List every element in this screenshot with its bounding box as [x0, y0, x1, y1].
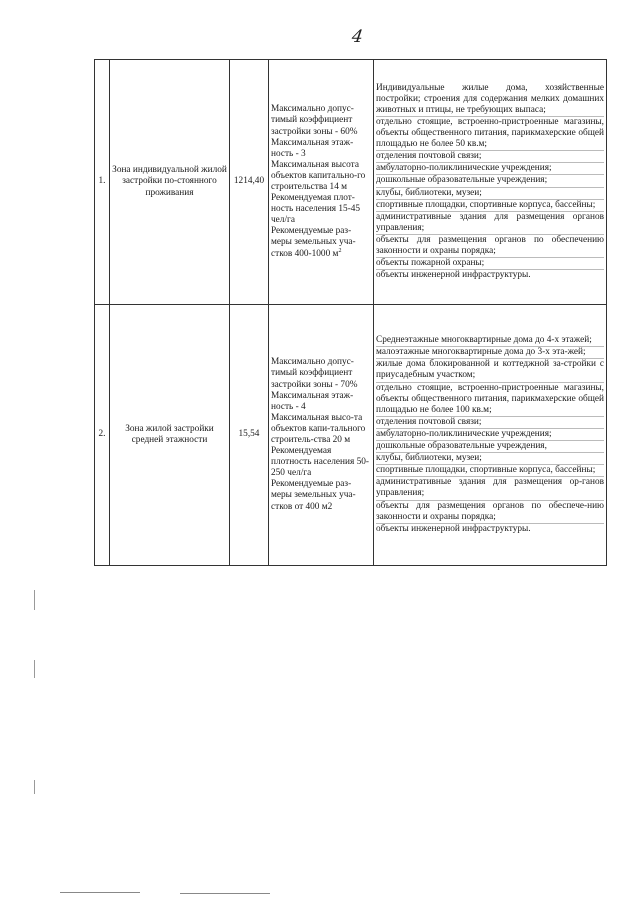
zone-parameters [269, 305, 374, 566]
use-item: отдельно стоящие, встроенно-пристроенные магазины, объекты общественного питания, парикмахерские общей площадью не более 50 кв.м; [376, 117, 604, 151]
table-row [95, 60, 607, 305]
use-item: дошкольные образовательные учреждения; [376, 175, 604, 187]
scan-bottom-mark [60, 892, 140, 893]
superscript: 2 [338, 247, 342, 254]
use-item: объекты инженерной инфраструктуры. [376, 270, 531, 281]
use-item: амбулаторно-поликлинические учреждения; [376, 429, 604, 441]
parameter-line [271, 226, 371, 259]
zone-parameters [269, 60, 374, 305]
row-number: 2. [95, 305, 110, 566]
zone-name: Зона индивидуальной жилой застройки по-стоянного проживания [110, 60, 230, 305]
use-item: жилые дома блокированной и коттеджной за-стройки с приусадебным участком; [376, 359, 604, 382]
parameter-line: Рекомендуемые раз-меры земельных уча-стков от 400 м2 [271, 479, 356, 512]
use-item: отдельно стоящие, встроенно-пристроенные магазины, объекты общественного питания, парикмахерские общей площадью не более 100 кв.м; [376, 383, 604, 417]
use-item: административные здания для размещения органов управления; [376, 212, 604, 235]
use-item: отделения почтовой связи; [376, 151, 604, 163]
use-item: объекты для размещения органов по обеспечению законности и охраны порядка; [376, 235, 604, 258]
use-item: малоэтажные многоквартирные дома до 3-х эта-жей; [376, 347, 604, 359]
use-item: дошкольные образовательные учреждения, [376, 441, 604, 453]
use-item: административные здания для размещения ор-ганов управления; [376, 477, 604, 500]
row-number: 1. [95, 60, 110, 305]
use-item: спортивные площадки, спортивные корпуса, бассейны; [376, 465, 604, 477]
parameter-line: Рекомендуемая плот-ность населения 15-45 чел/га [271, 193, 361, 226]
use-item: отделения почтовой связи; [376, 417, 604, 429]
parameter-line: Максимальная высота объектов капитально-го строительства 14 м [271, 159, 366, 192]
use-item: Среднеэтажные многоквартирные дома до 4-х этажей; [376, 335, 604, 347]
scan-margin-line [34, 660, 35, 678]
scan-bottom-mark [180, 893, 270, 894]
zone-name: Зона жилой застройки средней этажности [110, 305, 230, 566]
use-item: объекты для размещения органов по обеспече-нию законности и охраны порядка; [376, 501, 604, 524]
scan-margin-line [34, 590, 35, 610]
use-item: спортивные площадки, спортивные корпуса, бассейны; [376, 200, 604, 212]
use-item: клубы, библиотеки, музеи; [376, 453, 604, 465]
use-item: Индивидуальные жилые дома, хозяйственные постройки; строения для содержания мелких домашних животных и птицы, не требующих выпаса; [376, 83, 604, 117]
parameter-line: Максимальная этаж-ность - 4 [271, 390, 354, 412]
use-item: объекты инженерной инфраструктуры. [376, 523, 531, 534]
parameter-text: Рекомендуемые раз-меры земельных уча-стков 400-1000 м [271, 226, 356, 259]
table-row [95, 305, 607, 566]
parameter-line: Максимально допус-тимый коэффициент застройки зоны - 70% [271, 357, 358, 390]
use-item: клубы, библиотеки, музеи; [376, 188, 604, 200]
permitted-uses [374, 60, 607, 305]
permitted-uses [374, 305, 607, 566]
zones-table [94, 59, 607, 566]
page-number: 4 [350, 27, 365, 47]
zone-area: 1214,40 [230, 60, 269, 305]
use-item: амбулаторно-поликлинические учреждения; [376, 163, 604, 175]
parameter-line: Рекомендуемая плотность населения 50-250 чел/га [271, 446, 369, 479]
scan-margin-line [34, 780, 35, 794]
zone-area: 15,54 [230, 305, 269, 566]
parameter-line: Максимально допус-тимый коэффициент застройки зоны - 60% [271, 104, 358, 137]
parameter-line: Максимальная высо-та объектов капи-тального строитель-ства 20 м [271, 412, 366, 445]
use-item: объекты пожарной охраны; [376, 258, 604, 270]
parameter-line: Максимальная этаж-ность - 3 [271, 137, 354, 159]
